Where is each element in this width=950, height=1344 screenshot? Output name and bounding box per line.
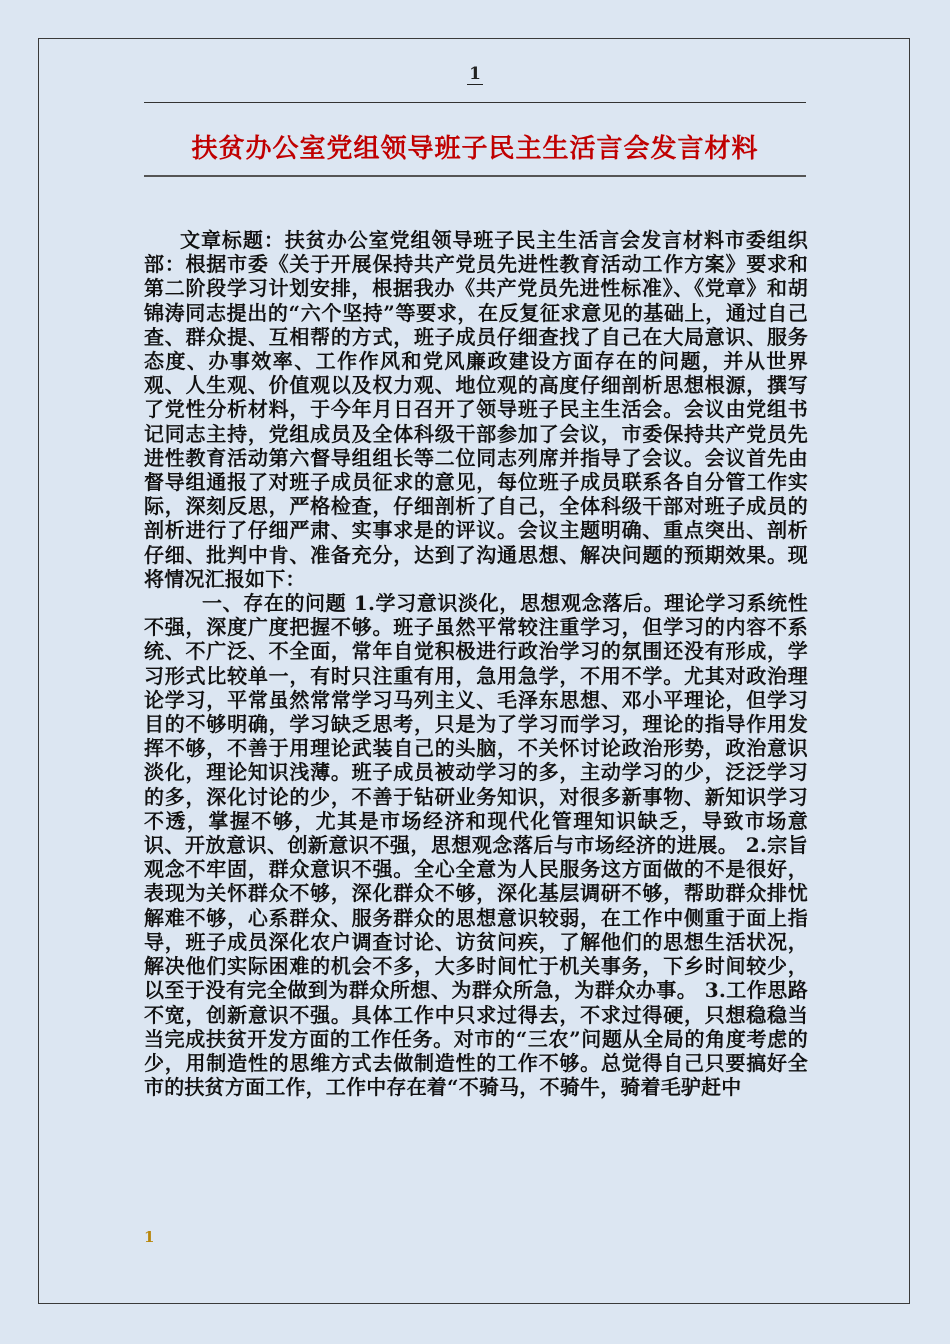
header-divider — [144, 102, 806, 103]
document-title: 扶贫办公室党组领导班子民主生活言会发言材料 — [191, 134, 759, 164]
body-paragraph-problems: 一、存在的问题 1.学习意识淡化，思想观念落后。理论学习系统性不强，深度广度把握不够。班子虽然平常较注重学习，但学习的内容不系统、不广泛、不全面，常年自觉积极进行政治学习的氛围还没有形成，学习形式比较单一，有时只注重有用，急用急学，不用不学。尤其对政治理论学习，平常虽然常常学习马列主义、毛泽东思想、邓小平理论，但学习目的不够明确，学习缺乏思考，只是为了学习而学习，理论的指导作用发挥不够，不善于用理论武装自己的头脑，不关怀讨论政治形势，政治意识淡化，理论知识浅薄。班子成员被动学习的多，主动学习的少，泛泛学习的多，深化讨论的少，不善于钻研业务知识，对很多新事物、新知识学习不透，掌握不够，尤其是市场经济和现代化管理知识缺乏，导致市场意识、开放意识、创新意识不强，思想观念落后与市场经济的进展。 2.宗旨观念不牢固，群众意识不强。全心全意为人民服务这方面做的不是很好，表现为关怀群众不够，深化群众不够，深化基层调研不够，帮助群众排忧解难不够，心系群众、服务群众的思想意识较弱，在工作中侧重于面上指导，班子成员深化农户调查讨论、访贫问疾，了解他们的思想生活状况，解决他们实际困难的机会不多，大多时间忙于机关事务，下乡时间较少，以至于没有完全做到为群众所想、为群众所急，为群众办事。 3.工作思路不宽，创新意识不强。具体工作中只求过得去，不求过得硬，只想稳稳当当完成扶贫开发方面的工作任务。对市的“三农”问题从全局的角度考虑的少，用制造性的思维方式去做制造性的工作不够。总觉得自己只要搞好全市的扶贫方面工作，工作中存在着“不骑马，不骑牛，骑着毛驴赶中 — [144, 591, 808, 1100]
document-body — [144, 228, 808, 1099]
header-page-number — [0, 64, 950, 84]
header-page-number-text: 1 — [469, 64, 481, 84]
title-divider — [144, 175, 806, 177]
footer-page-number: 1 — [144, 1228, 155, 1246]
body-paragraph-intro: 文章标题：扶贫办公室党组领导班子民主生活言会发言材料市委组织部：根据市委《关于开展保持共产党员先进性教育活动工作方案》要求和第二阶段学习计划安排，根据我办《共产党员先进性标准》、《党章》和胡锦涛同志提出的“六个坚持”等要求，在反复征求意见的基础上，通过自己查、群众提、互相帮的方式，班子成员仔细查找了自己在大局意识、服务态度、办事效率、工作作风和党风廉政建设方面存在的问题，并从世界观、人生观、价值观以及权力观、地位观的高度仔细剖析思想根源，撰写了党性分析材料，于今年月日召开了领导班子民主生活会。会议由党组书记同志主持，党组成员及全体科级干部参加了会议，市委保持共产党员先进性教育活动第六督导组组长等二位同志列席并指导了会议。会议首先由督导组通报了对班子成员征求的意见，每位班子成员联系各自分管工作实际，深刻反思，严格检查，仔细剖析了自己，全体科级干部对班子成员的剖析进行了仔细严肃、实事求是的评议。会议主题明确、重点突出、剖析仔细、批判中肯、准备充分，达到了沟通思想、解决问题的预期效果。现将情况汇报如下： — [144, 228, 808, 591]
